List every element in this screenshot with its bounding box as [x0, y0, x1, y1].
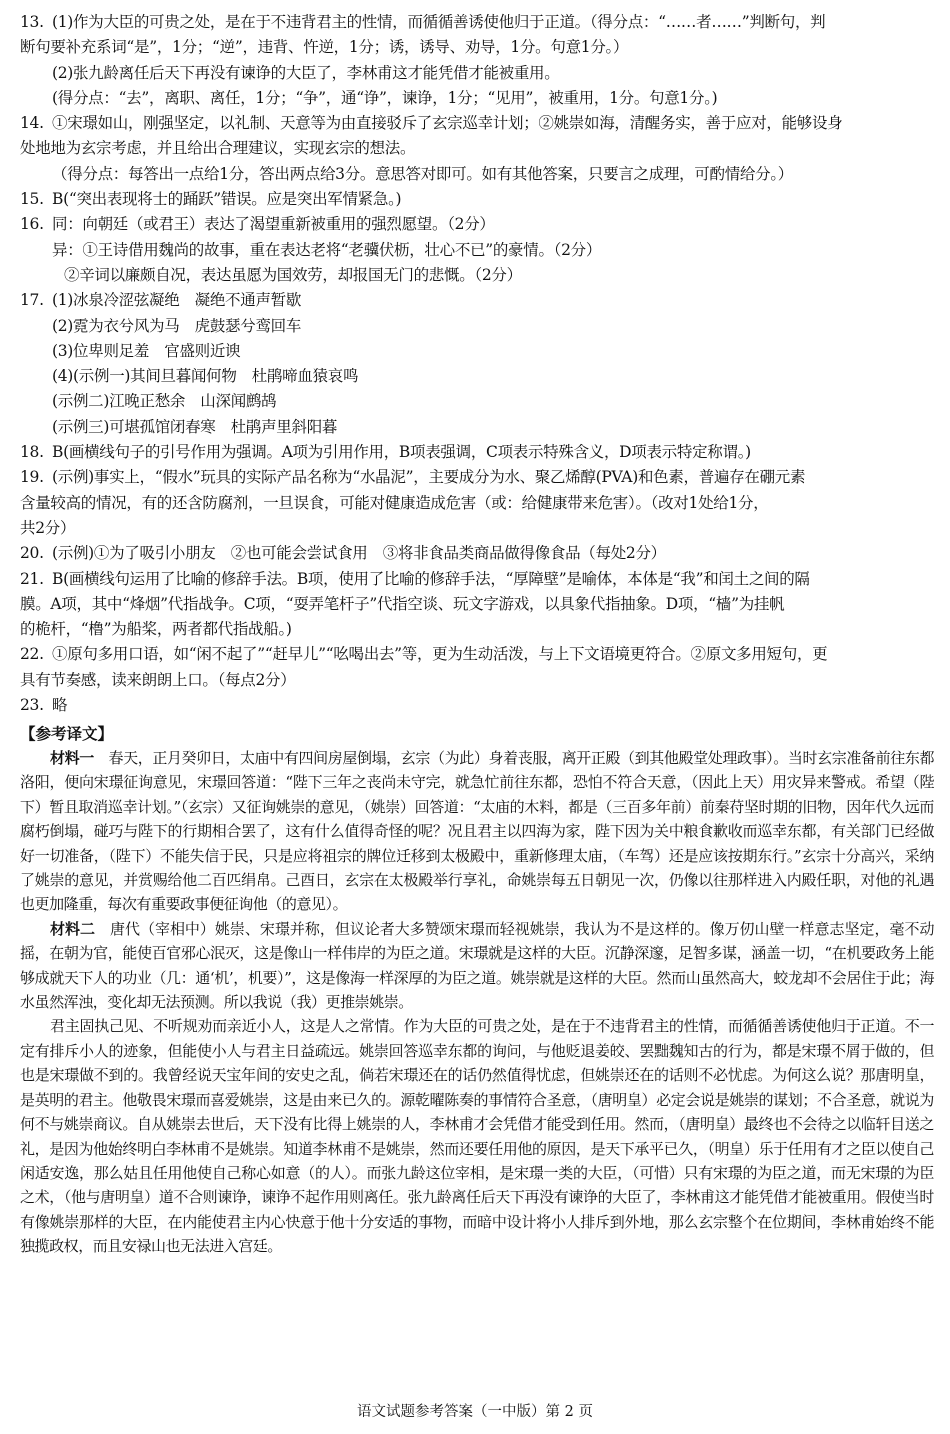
answer-number: 21.: [20, 569, 44, 588]
answer-number: 22.: [20, 645, 44, 664]
answer-line: (示例)事实上，“假水”玩具的实际产品名称为“水晶泥”，主要成分为水、聚乙烯醇(PVA)和色素，普遍存在硼元素: [52, 468, 806, 487]
answer-line: （得分点：每答出一点给1分，答出两点给3分。意思答对即可。如有其他答案，只要言之成理，可酌情给分。）: [52, 164, 793, 183]
answer-line: (4)(示例一)其间旦暮闻何物 杜鹃啼血猿哀鸣: [52, 367, 359, 386]
answer-19: [20, 465, 934, 541]
answer-15: [20, 187, 934, 212]
answer-line: B(画横线句子的引号作用为强调。A项为引用作用，B项表强调，C项表示特殊含义，D项表示特定称谓。): [52, 443, 751, 462]
answer-line: (2)霓为衣兮风为马 虎鼓瑟兮鸾回车: [52, 316, 302, 335]
material-one-text: 春天，正月癸卯日，太庙中有四间房屋倒塌，玄宗（为此）身着丧服，离开正殿（到其他殿堂处理政事）。当时玄宗准备前往东都洛阳，便向宋璟征询意见，宋璟回答道：“陛下三年之丧尚未守完，就急忙前往东都，恐怕不符合天意，（因此上天）用灾异来警戒。希望（陛下）暂且取消巡幸计划。”（玄宗）又征询姚崇的意见，（姚崇）回答道：“太庙的木料，都是（三百多年前）前秦苻坚时期的旧物，因年代久远而腐朽倒塌，碰巧与陛下的行期相合罢了，这有什么值得奇怪的呢？况且君主以四海为家，陛下因为关中粮食歉收而巡幸东都，有关部门已经做好一切准备，（陛下）不能失信于民，只是应将祖宗的牌位迁移到太极殿中，重新修理太庙，（车驾）还是应该按期东行。”玄宗十分高兴，采纳了姚崇的意见，并赏赐给他二百匹绢帛。己酉日，玄宗在太极殿举行享礼，命姚崇每五日朝见一次，仍像以往那样进入内殿任职，对他的礼遇也更加隆重，每次有重要政事便征询他（的意见）。: [20, 749, 935, 914]
answer-21: [20, 567, 934, 643]
answer-number: 23.: [20, 696, 44, 715]
answer-line: (1)作为大臣的可贵之处，是在于不违背君主的性情，而循循善诱使他归于正道。（得分点：“……者……”判断句，判: [52, 13, 826, 31]
material-two-paragraph: [20, 917, 934, 1015]
translation-body: [20, 746, 934, 1259]
answer-line: 处地地为玄宗考虑，并且给出合理建议，实现玄宗的想法。: [20, 139, 416, 158]
answer-line: ①宋璟如山，刚强坚定，以礼制、天意等为由直接驳斥了玄宗巡幸计划；②姚崇如海，清醒务实，善于应对，能够设身: [52, 114, 843, 133]
answer-line: (3)位卑则足羞 官盛则近谀: [52, 341, 241, 360]
answer-line: (示例)①为了吸引小朋友 ②也可能会尝试食用 ③将非食品类商品做得像食品（每处2分）: [52, 544, 666, 563]
answer-14: [20, 111, 934, 187]
material-one-paragraph: [20, 746, 934, 917]
answer-line: 异：①王诗借用魏尚的故事，重在表达老将“老骥伏枥，壮心不已”的豪情。（2分）: [52, 240, 602, 259]
material-two-paragraph-2: [20, 1014, 934, 1258]
answer-number: 20.: [20, 544, 44, 563]
answer-number: 14.: [20, 114, 44, 133]
answer-number: 15.: [20, 190, 44, 209]
answer-number: 13.: [20, 13, 44, 31]
answer-line: 略: [52, 696, 68, 715]
answer-16: [20, 212, 934, 288]
answer-line: ①原句多用口语，如“闲不起了”“赶早儿”“吆喝出去”等，更为生动活泼，与上下文语境更符合。②原文多用短句，更: [52, 645, 828, 664]
material-one-label: 材料一: [50, 749, 94, 767]
answer-13: [20, 10, 934, 111]
page-footer: 语文试题参考答案（一中版）第 2 页: [357, 1404, 593, 1420]
answer-line: (1)冰泉冷涩弦凝绝 凝绝不通声暂歇: [52, 291, 302, 310]
answer-line: B(“突出表现将士的踊跃”错误。应是突出军情紧急。): [52, 190, 402, 209]
material-two-text: 唐代（宰相中）姚崇、宋璟并称，但议论者大多赞颂宋璟而轻视姚崇，我认为不是这样的。像万仞山壁一样意志坚定，毫不动摇，在朝为官，能使百官邪心泯灭，这是像山一样伟岸的为臣之道。宋璟就是这样的大臣。沉静深邃，足智多谋，涵盖一切，“在机要政务上能够成就天下人的功业（几：通‘机’，机要）”，这是像海一样深厚的为臣之道。姚崇就是这样的大臣。然而山虽然高大，蛟龙却不会居住于此；海水虽然浑浊，变化却无法预测。所以我说（我）更推崇姚崇。: [20, 919, 934, 1012]
answer-line: (2)张九龄离任后天下再没有谏诤的大臣了，李林甫这才能凭借才能被重用。: [52, 63, 560, 82]
answer-number: 18.: [20, 443, 44, 462]
answer-list: [20, 10, 934, 718]
answer-line: (示例二)江晚正愁余 山深闻鹧鸪: [52, 392, 277, 411]
answer-line: 具有节奏感，读来朗朗上口。（每点2分）: [20, 670, 296, 689]
answer-line: B(画横线句运用了比喻的修辞手法。B项，使用了比喻的修辞手法，“厚障壁”是喻体，本体是“我”和闰土之间的隔: [52, 569, 810, 588]
answer-number: 17.: [20, 291, 44, 310]
answer-line: 含量较高的情况，有的还含防腐剂，一旦误食，可能对健康造成危害（或：给健康带来危害）。（改对1处给1分，: [20, 493, 769, 512]
translation-heading: 【参考译文】: [20, 725, 114, 743]
material-two-label: 材料二: [50, 919, 95, 938]
answer-line: 同：向朝廷（或君王）表达了渴望重新被重用的强烈愿望。（2分）: [52, 215, 495, 234]
answer-line: 断句要补充系词“是”，1分；“逆”，违背、忤逆，1分；诱，诱导、劝导，1分。句意1分。）: [20, 38, 629, 57]
answer-22: [20, 642, 934, 693]
answer-18: [20, 440, 934, 465]
answer-line: (示例三)可堪孤馆闭春寒 杜鹃声里斜阳暮: [52, 417, 338, 436]
answer-23: [20, 693, 934, 718]
answer-number: 19.: [20, 468, 44, 487]
answer-line: ②辛词以廉颇自况，表达虽愿为国效劳，却报国无门的悲慨。（2分）: [64, 265, 522, 284]
answer-20: [20, 541, 934, 566]
answer-line: (得分点：“去”，离职、离任，1分；“争”，通“诤”，谏诤，1分；“见用”，被重用，1分。句意1分。): [52, 88, 718, 107]
answer-number: 16.: [20, 215, 44, 234]
answer-line: 膜。A项，其中“烽烟”代指战争。C项，“耍弄笔杆子”代指空谈、玩文字游戏，以具象代指抽象。D项，“樯”为挂帆: [20, 594, 785, 613]
answer-line: 共2分）: [20, 518, 76, 537]
material-two-text-2: 君主固执己见、不听规劝而亲近小人，这是人之常情。作为大臣的可贵之处，是在于不违背君主的性情，而循循善诱使他归于正道。不一定有排斥小人的迹象，但能使小人与君主日益疏远。姚崇回答巡幸东都的询问，与他贬退姜皎、罢黜魏知古的行为，都是宋璟不屑于做的，但也是宋璟做不到的。我曾经说天宝年间的安史之乱，倘若宋璟还在的话仍然值得忧虑，但姚崇还在的话则不必忧虑。为何这么说？那唐明皇，是英明的君主。他敬畏宋璟而喜爱姚崇，这是由来已久的。源乾曜陈奏的事情符合圣意，（唐明皇）必定会说是姚崇的谋划；不合圣意，就说为何不与姚崇商议。自从姚崇去世后，天下没有比得上姚崇的人，李林甫才会凭借才能受到任用。然而，（唐明皇）最终也不会待之以临轩目送之礼，是因为他始终明白李林甫不是姚崇。知道李林甫不是姚崇，然而还要任用他的原因，是天下承平已久，（明皇）乐于任用有才之臣以使自己闲适安逸，那么姑且任用他使自己称心如意（的人）。而张九龄这位宰相，是宋璟一类的大臣，（可惜）只有宋璟的为臣之道，而无宋璟的为臣之术，（他与唐明皇）道不合则谏诤，谏诤不起作用则离任。张九龄离任后天下再没有谏诤的大臣了，李林甫这才能凭借才能被重用。假使当时有像姚崇那样的大臣，在内能使君主内心快意于他十分安适的事物，而暗中设计将小人排斥到外地，那么玄宗整个在位期间，李林甫始终不能独揽政权，而且安禄山也无法进入宫廷。: [20, 1017, 934, 1256]
answer-line: 的桅杆，“橹”为船桨，两者都代指战船。): [20, 620, 292, 639]
answer-17: [20, 288, 934, 440]
